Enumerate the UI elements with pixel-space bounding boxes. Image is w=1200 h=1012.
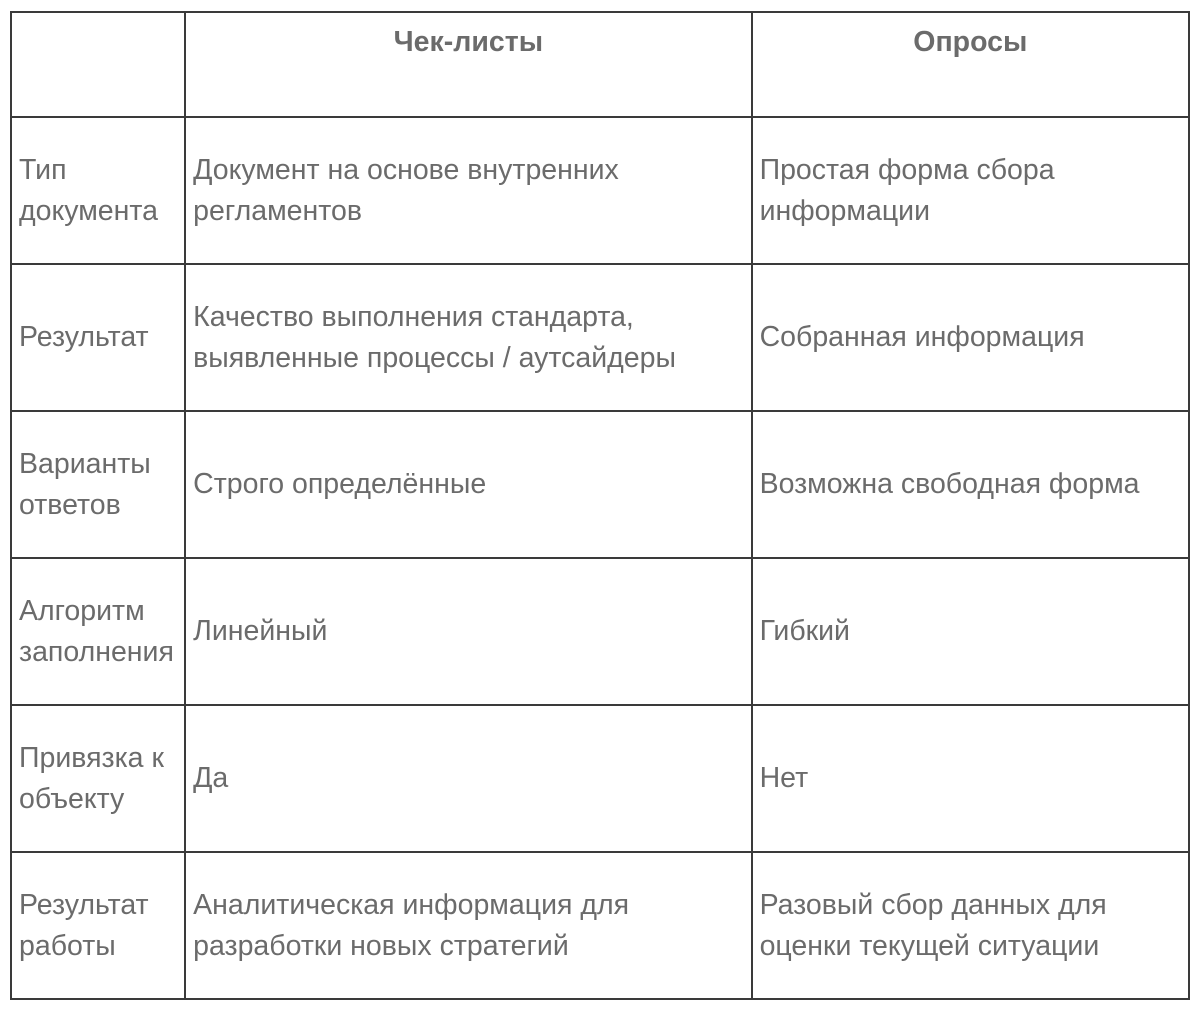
row-label: Варианты ответов (11, 411, 185, 558)
checklists-cell: Строго определённые (185, 411, 751, 558)
header-empty-cell (11, 12, 185, 117)
checklists-cell: Да (185, 705, 751, 852)
checklists-cell: Качество выполнения стандарта, выявленные процессы / аутсайдеры (185, 264, 751, 411)
checklists-cell: Аналитическая информация для разработки новых стратегий (185, 852, 751, 999)
row-label: Привязка к объекту (11, 705, 185, 852)
checklists-cell: Документ на основе внутренних регламентов (185, 117, 751, 264)
row-label: Алгоритм заполнения (11, 558, 185, 705)
surveys-cell: Разовый сбор данных для оценки текущей ситуации (752, 852, 1189, 999)
table-row (11, 705, 1189, 852)
surveys-cell: Возможна свободная форма (752, 411, 1189, 558)
table-row (11, 558, 1189, 705)
table-header-row (11, 12, 1189, 117)
comparison-table (10, 11, 1190, 1000)
table-row (11, 264, 1189, 411)
row-label: Результат (11, 264, 185, 411)
surveys-cell: Простая форма сбора информации (752, 117, 1189, 264)
table-row (11, 117, 1189, 264)
header-surveys: Опросы (752, 12, 1189, 117)
table-row (11, 852, 1189, 999)
row-label: Тип документа (11, 117, 185, 264)
surveys-cell: Гибкий (752, 558, 1189, 705)
checklists-cell: Линейный (185, 558, 751, 705)
table-row (11, 411, 1189, 558)
header-checklists: Чек-листы (185, 12, 751, 117)
surveys-cell: Нет (752, 705, 1189, 852)
row-label: Результат работы (11, 852, 185, 999)
surveys-cell: Собранная информация (752, 264, 1189, 411)
